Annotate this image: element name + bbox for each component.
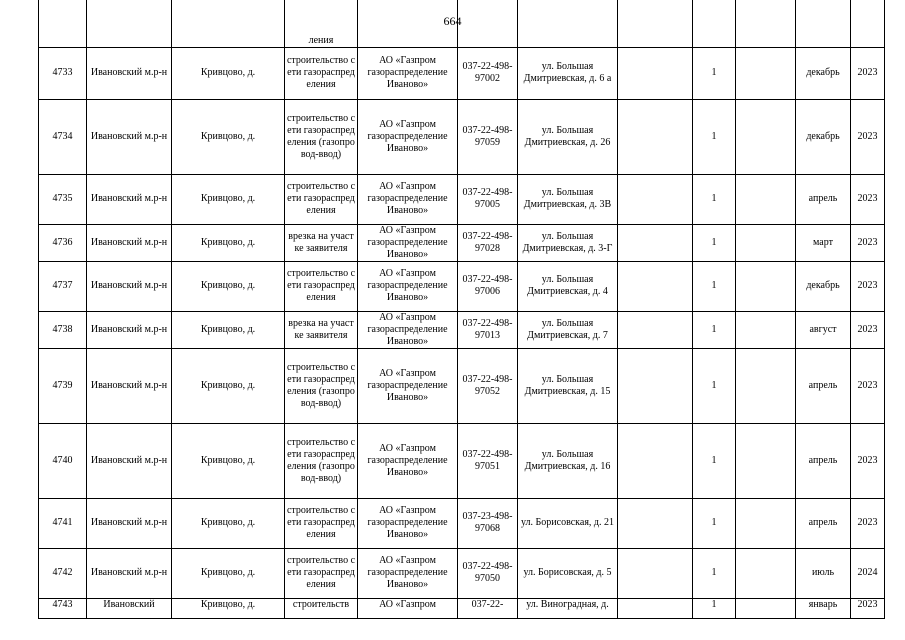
cell-address: ул. Большая Дмитриевская, д. 15 — [518, 348, 618, 423]
table-row — [39, 311, 885, 348]
cell-org: АО «Газпром газораспределение Иваново» — [358, 498, 458, 548]
cell-address: ул. Большая Дмитриевская, д. 16 — [518, 423, 618, 498]
cell-empty — [618, 311, 693, 348]
cell-org: АО «Газпром газораспределение Иваново» — [358, 224, 458, 261]
cell-work: строительство сети газораспределения — [285, 498, 358, 548]
cell-code: 037-22-498-97006 — [458, 261, 518, 311]
cell-month: январь — [796, 598, 851, 618]
cell-locality: Кривцово, д. — [172, 348, 285, 423]
cell-work: строительство сети газораспределения — [285, 548, 358, 598]
cell-work: строительство сети газораспределения — [285, 47, 358, 99]
cell-year: 2023 — [851, 261, 885, 311]
cell-code: 037-22-498-97059 — [458, 99, 518, 174]
cell-num: 4740 — [39, 423, 87, 498]
cell-qty: 1 — [693, 47, 736, 99]
cell-work: врезка на участке заявителя — [285, 224, 358, 261]
table-row — [39, 548, 885, 598]
cell-locality: Кривцово, д. — [172, 548, 285, 598]
cell-empty — [736, 423, 796, 498]
cell-month: апрель — [796, 348, 851, 423]
cell-district: Ивановский м.р-н — [87, 423, 172, 498]
cell-year: 2023 — [851, 47, 885, 99]
cell-locality: Кривцово, д. — [172, 174, 285, 224]
table-row — [39, 47, 885, 99]
cell-locality: Кривцово, д. — [172, 47, 285, 99]
cell-month: август — [796, 311, 851, 348]
cell-address: ул. Борисовская, д. 21 — [518, 498, 618, 548]
cell-district: Ивановский м.р-н — [87, 311, 172, 348]
cell-empty — [736, 498, 796, 548]
cell-org: АО «Газпром газораспределение Иваново» — [358, 174, 458, 224]
cell-address: ул. Большая Дмитриевская, д. 26 — [518, 99, 618, 174]
cell-num: 4734 — [39, 99, 87, 174]
cell-org: АО «Газпром — [358, 598, 458, 618]
cell-locality: Кривцово, д. — [172, 423, 285, 498]
gasification-table — [38, 0, 885, 619]
table-row — [39, 598, 885, 618]
cell-empty — [736, 47, 796, 99]
cell-num: 4737 — [39, 261, 87, 311]
cell-locality: Кривцово, д. — [172, 261, 285, 311]
cell-empty — [618, 224, 693, 261]
cell-empty — [736, 598, 796, 618]
table-row — [39, 99, 885, 174]
cell-qty: 1 — [693, 598, 736, 618]
cell-district: Ивановский — [87, 598, 172, 618]
cell-year: 2024 — [851, 548, 885, 598]
cell-month: июль — [796, 548, 851, 598]
cell-empty — [736, 348, 796, 423]
cell-work: врезка на участке заявителя — [285, 311, 358, 348]
cell-year: 2023 — [851, 598, 885, 618]
cell-year: 2023 — [851, 311, 885, 348]
table-row — [39, 498, 885, 548]
cell-district: Ивановский м.р-н — [87, 261, 172, 311]
cell-org: АО «Газпром газораспределение Иваново» — [358, 99, 458, 174]
cell-empty — [618, 99, 693, 174]
cell-work: строительство сети газораспределения (газопровод-ввод) — [285, 423, 358, 498]
cell-num: 4739 — [39, 348, 87, 423]
cell-work: строительство сети газораспределения — [285, 174, 358, 224]
cell-address: ул. Большая Дмитриевская, д. 7 — [518, 311, 618, 348]
cell-qty: 1 — [693, 174, 736, 224]
table-row — [39, 174, 885, 224]
cell-qty: 1 — [693, 99, 736, 174]
cell-qty: 1 — [693, 498, 736, 548]
cell-district: Ивановский м.р-н — [87, 498, 172, 548]
cell-district: Ивановский м.р-н — [87, 47, 172, 99]
cell-num: 4733 — [39, 47, 87, 99]
cell-org: АО «Газпром газораспределение Иваново» — [358, 548, 458, 598]
cell-num: 4742 — [39, 548, 87, 598]
cell-address: ул. Большая Дмитриевская, д. 4 — [518, 261, 618, 311]
cell-month: апрель — [796, 174, 851, 224]
cell-district: Ивановский м.р-н — [87, 348, 172, 423]
cell-empty — [618, 47, 693, 99]
cell-qty: 1 — [693, 261, 736, 311]
cell-month: декабрь — [796, 47, 851, 99]
cell-address: ул. Борисовская, д. 5 — [518, 548, 618, 598]
cell-address: ул. Виноградная, д. — [518, 598, 618, 618]
cell-code: 037-22-498-97002 — [458, 47, 518, 99]
cell-month: март — [796, 224, 851, 261]
cell-work: строительств — [285, 598, 358, 618]
cell-month: декабрь — [796, 99, 851, 174]
cell-district: Ивановский м.р-н — [87, 548, 172, 598]
cell-num: 4741 — [39, 498, 87, 548]
cell-empty — [618, 498, 693, 548]
cell-year: 2023 — [851, 174, 885, 224]
cell-work: строительство сети газораспределения (газопровод-ввод) — [285, 348, 358, 423]
cell-qty: 1 — [693, 311, 736, 348]
table-row — [39, 423, 885, 498]
cell-work: строительство сети газораспределения (газопровод-ввод) — [285, 99, 358, 174]
cell-org: АО «Газпром газораспределение Иваново» — [358, 311, 458, 348]
cell-month: декабрь — [796, 261, 851, 311]
cell-locality: Кривцово, д. — [172, 311, 285, 348]
cell-code: 037-22-498-97050 — [458, 548, 518, 598]
table-row — [39, 261, 885, 311]
cell-empty — [618, 348, 693, 423]
cell-org: АО «Газпром газораспределение Иваново» — [358, 47, 458, 99]
cell-empty — [736, 311, 796, 348]
cell-num: 4743 — [39, 598, 87, 618]
cell-district: Ивановский м.р-н — [87, 99, 172, 174]
cell-org: АО «Газпром газораспределение Иваново» — [358, 261, 458, 311]
cell-year: 2023 — [851, 224, 885, 261]
cell-code: 037-23-498-97068 — [458, 498, 518, 548]
cell-locality: Кривцово, д. — [172, 224, 285, 261]
cell-org: АО «Газпром газораспределение Иваново» — [358, 423, 458, 498]
cell-qty: 1 — [693, 548, 736, 598]
cell-year: 2023 — [851, 423, 885, 498]
cell-empty — [736, 174, 796, 224]
cell-code: 037-22-498-97051 — [458, 423, 518, 498]
cell-year: 2023 — [851, 99, 885, 174]
cell-empty — [736, 548, 796, 598]
cell-code: 037-22-498-97028 — [458, 224, 518, 261]
cell-code: 037-22-498-97005 — [458, 174, 518, 224]
cell-empty — [618, 598, 693, 618]
cell-num: 4736 — [39, 224, 87, 261]
cell-month: апрель — [796, 498, 851, 548]
cell-empty — [736, 261, 796, 311]
cell-address: ул. Большая Дмитриевская, д. 6 а — [518, 47, 618, 99]
cell-address: ул. Большая Дмитриевская, д. 3-Г — [518, 224, 618, 261]
cell-qty: 1 — [693, 348, 736, 423]
cell-locality: Кривцово, д. — [172, 498, 285, 548]
cell-code: 037-22-498-97013 — [458, 311, 518, 348]
table-row — [39, 224, 885, 261]
table-row — [39, 348, 885, 423]
cell-qty: 1 — [693, 224, 736, 261]
cell-code: 037-22- — [458, 598, 518, 618]
cell-empty — [618, 548, 693, 598]
cell-qty: 1 — [693, 423, 736, 498]
cell-year: 2023 — [851, 498, 885, 548]
cell-district: Ивановский м.р-н — [87, 174, 172, 224]
cell-locality: Кривцово, д. — [172, 598, 285, 618]
cell-empty — [736, 99, 796, 174]
cell-num: 4738 — [39, 311, 87, 348]
cell-empty — [618, 423, 693, 498]
cell-empty — [618, 261, 693, 311]
cell-address: ул. Большая Дмитриевская, д. 3В — [518, 174, 618, 224]
cell-locality: Кривцово, д. — [172, 99, 285, 174]
cell-empty — [618, 174, 693, 224]
cell-org: АО «Газпром газораспределение Иваново» — [358, 348, 458, 423]
page-number: 664 — [443, 14, 462, 28]
cell-num: 4735 — [39, 174, 87, 224]
cell-year: 2023 — [851, 348, 885, 423]
cell-work: строительство сети газораспределения — [285, 261, 358, 311]
cell-code: 037-22-498-97052 — [458, 348, 518, 423]
cell-district: Ивановский м.р-н — [87, 224, 172, 261]
cell-empty — [736, 224, 796, 261]
cell-month: апрель — [796, 423, 851, 498]
carry-over-text: ления — [285, 0, 358, 47]
